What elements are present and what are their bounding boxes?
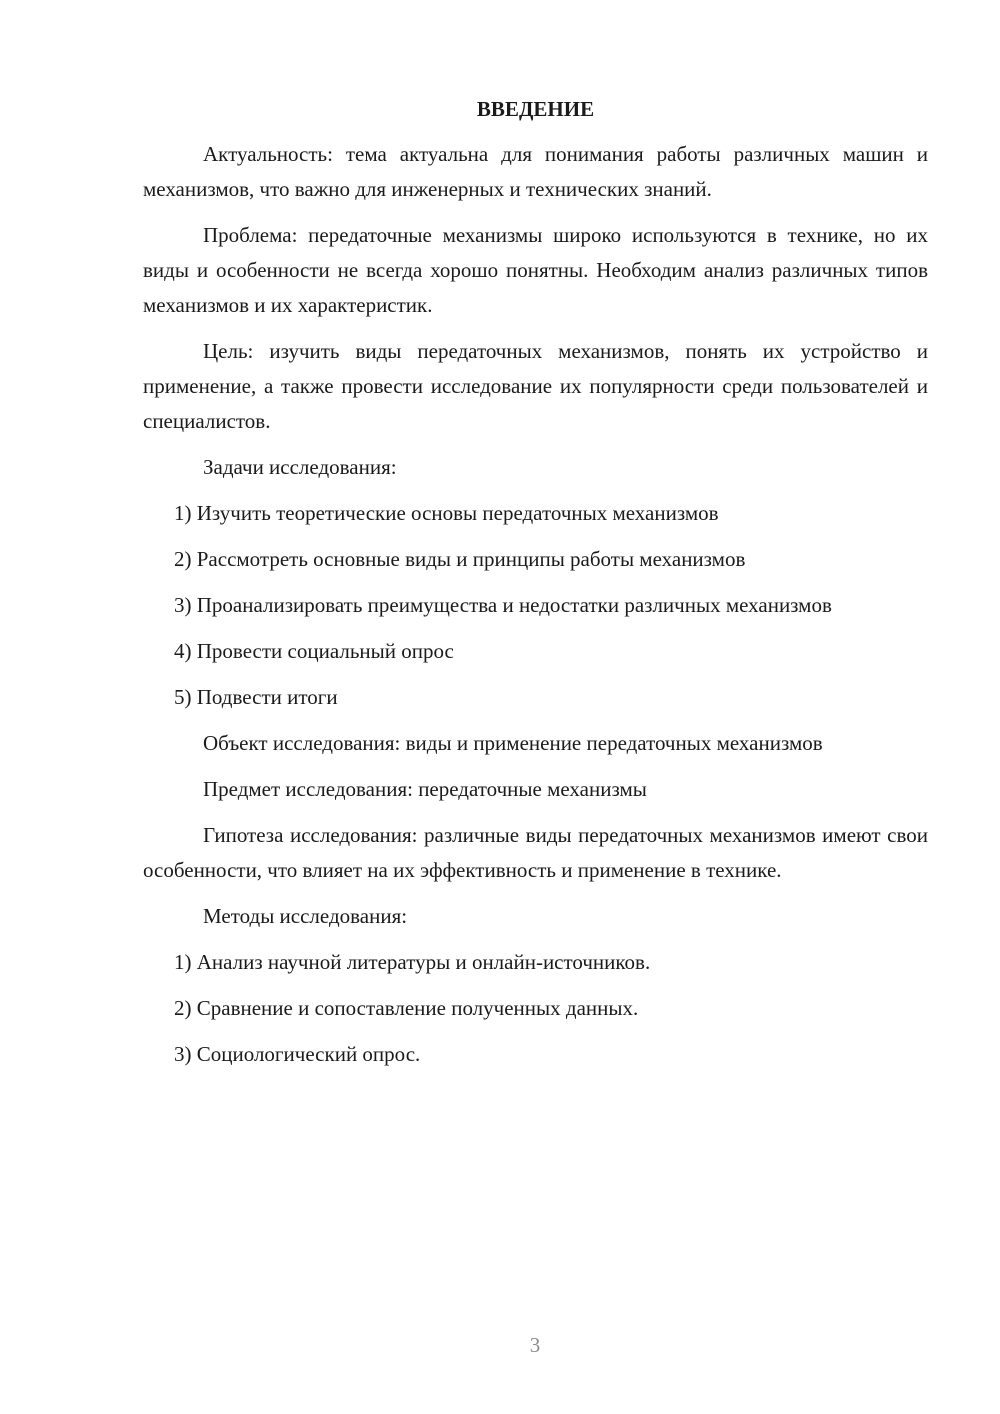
subject-paragraph: Предмет исследования: передаточные механизмы	[203, 777, 647, 801]
task-item: 1) Изучить теоретические основы передаточных механизмов	[174, 501, 719, 525]
page-number: 3	[529, 1333, 541, 1357]
object-paragraph: Объект исследования: виды и применение передаточных механизмов	[203, 731, 823, 755]
tasks-title: Задачи исследования:	[203, 455, 397, 479]
hypothesis-paragraph: Гипотеза исследования: различные виды передаточных механизмов имеют свои особенности, что влияет на их эффективность и применение в технике.	[143, 823, 928, 882]
task-item: 5) Подвести итоги	[174, 685, 338, 709]
methods-title: Методы исследования:	[203, 904, 408, 928]
document-body	[143, 92, 928, 1083]
method-item: 3) Социологический опрос.	[174, 1042, 421, 1066]
task-item: 2) Рассмотреть основные виды и принципы работы механизмов	[174, 547, 746, 571]
method-item: 1) Анализ научной литературы и онлайн-источников.	[174, 950, 651, 974]
method-item: 2) Сравнение и сопоставление полученных данных.	[174, 996, 639, 1020]
problem-paragraph: Проблема: передаточные механизмы широко используются в технике, но их виды и особенности не всегда хорошо понятны. Необходим анализ различных типов механизмов и их характеристик.	[143, 223, 928, 317]
goal-paragraph: Цель: изучить виды передаточных механизмов, понять их устройство и применение, а также провести исследование их популярности среди пользователей и специалистов.	[143, 339, 928, 433]
task-item: 4) Провести социальный опрос	[174, 639, 454, 663]
relevance-paragraph: Актуальность: тема актуальна для понимания работы различных машин и механизмов, что важно для инженерных и технических знаний.	[143, 142, 928, 201]
task-item: 3) Проанализировать преимущества и недостатки различных механизмов	[174, 593, 832, 617]
section-heading: ВВЕДЕНИЕ	[476, 97, 595, 121]
